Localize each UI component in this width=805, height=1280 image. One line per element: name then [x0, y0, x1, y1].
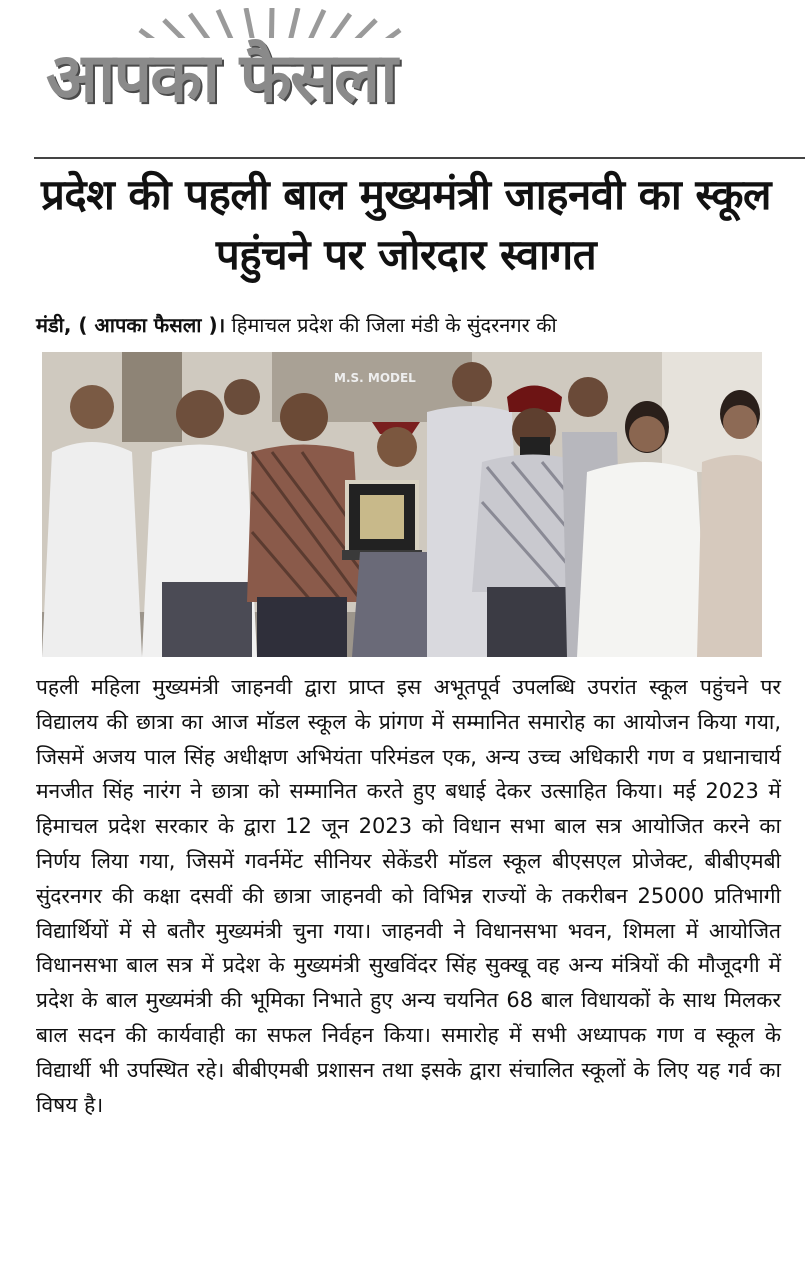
header-divider [34, 157, 805, 159]
trophy-plaque [342, 482, 422, 560]
photo-illustration [42, 352, 762, 657]
article-body: पहली महिला मुख्यमंत्री जाहनवी द्वारा प्राप्त इस अभूतपूर्व उपलब्धि उपरांत स्कूल पहुंचने पर विद्यालय की छात्रा का आज मॉडल स्कूल के प्रांगण में सम्मानित समारोह का आयोजन किया गया, जिसमें अजय पाल सिंह अधीक्षण अभियंता परिमंडल एक, अन्य उच्च अधिकारी गण व प्रधानाचार्य मनजीत सिंह नारंग ने छात्रा को सम्मानित करते हुए बधाई देकर उत्साहित किया। मई 2023 में हिमाचल प्रदेश सरकार के द्वारा 12 जून 2023 को विधान सभा बाल सत्र आयोजित करने का निर्णय लिया गया, जिसमें गवर्नमेंट सीनियर सेकेंडरी मॉडल स्कूल बीएसएल प्रोजेक्ट, बीबीएमबी सुंदरनगर की कक्षा दसवीं की छात्रा जाहनवी को विभिन्न राज्यों के तकरीबन 25000 प्रतिभागी विद्यार्थियों में से बतौर मुख्यमंत्री चुना गया। जाहनवी ने विधानसभा भवन, शिमला में आयोजित विधानसभा बाल सत्र में प्रदेश के मुख्यमंत्री सुखविंदर सिंह सुक्खू वह अन्य मंत्रियों की मौजूदगी में प्रदेश के बाल मुख्यमंत्री की भूमिका निभाते हुए अन्य चयनित 68 बाल विधायकों के साथ मिलकर बाल सदन की कार्यवाही का सफल निर्वहन किया। समारोह में सभी अध्यापक गण व स्कूल के विद्यार्थी भी उपस्थित रहे। बीबीएमबी प्रशासन तथा इसके द्वारा संचालित स्कूलों के लिए यह गर्व का विषय है। [36, 675, 781, 1117]
masthead-logo [40, 8, 500, 128]
dateline-place: मंडी, ( आपका फैसला )। [36, 313, 226, 337]
dateline-text: हिमाचल प्रदेश की जिला मंडी के सुंदरनगर की [225, 313, 557, 337]
person-figure [224, 379, 260, 415]
article-photo [42, 352, 762, 657]
masthead-title: आपका फैसला [46, 39, 396, 118]
article-headline: प्रदेश की पहली बाल मुख्यमंत्री जाहनवी का स्कूल पहुंचने पर जोरदार स्वागत [41, 170, 771, 279]
article-dateline [36, 307, 796, 343]
photo-banner-text: M.S. MODEL [334, 371, 416, 385]
